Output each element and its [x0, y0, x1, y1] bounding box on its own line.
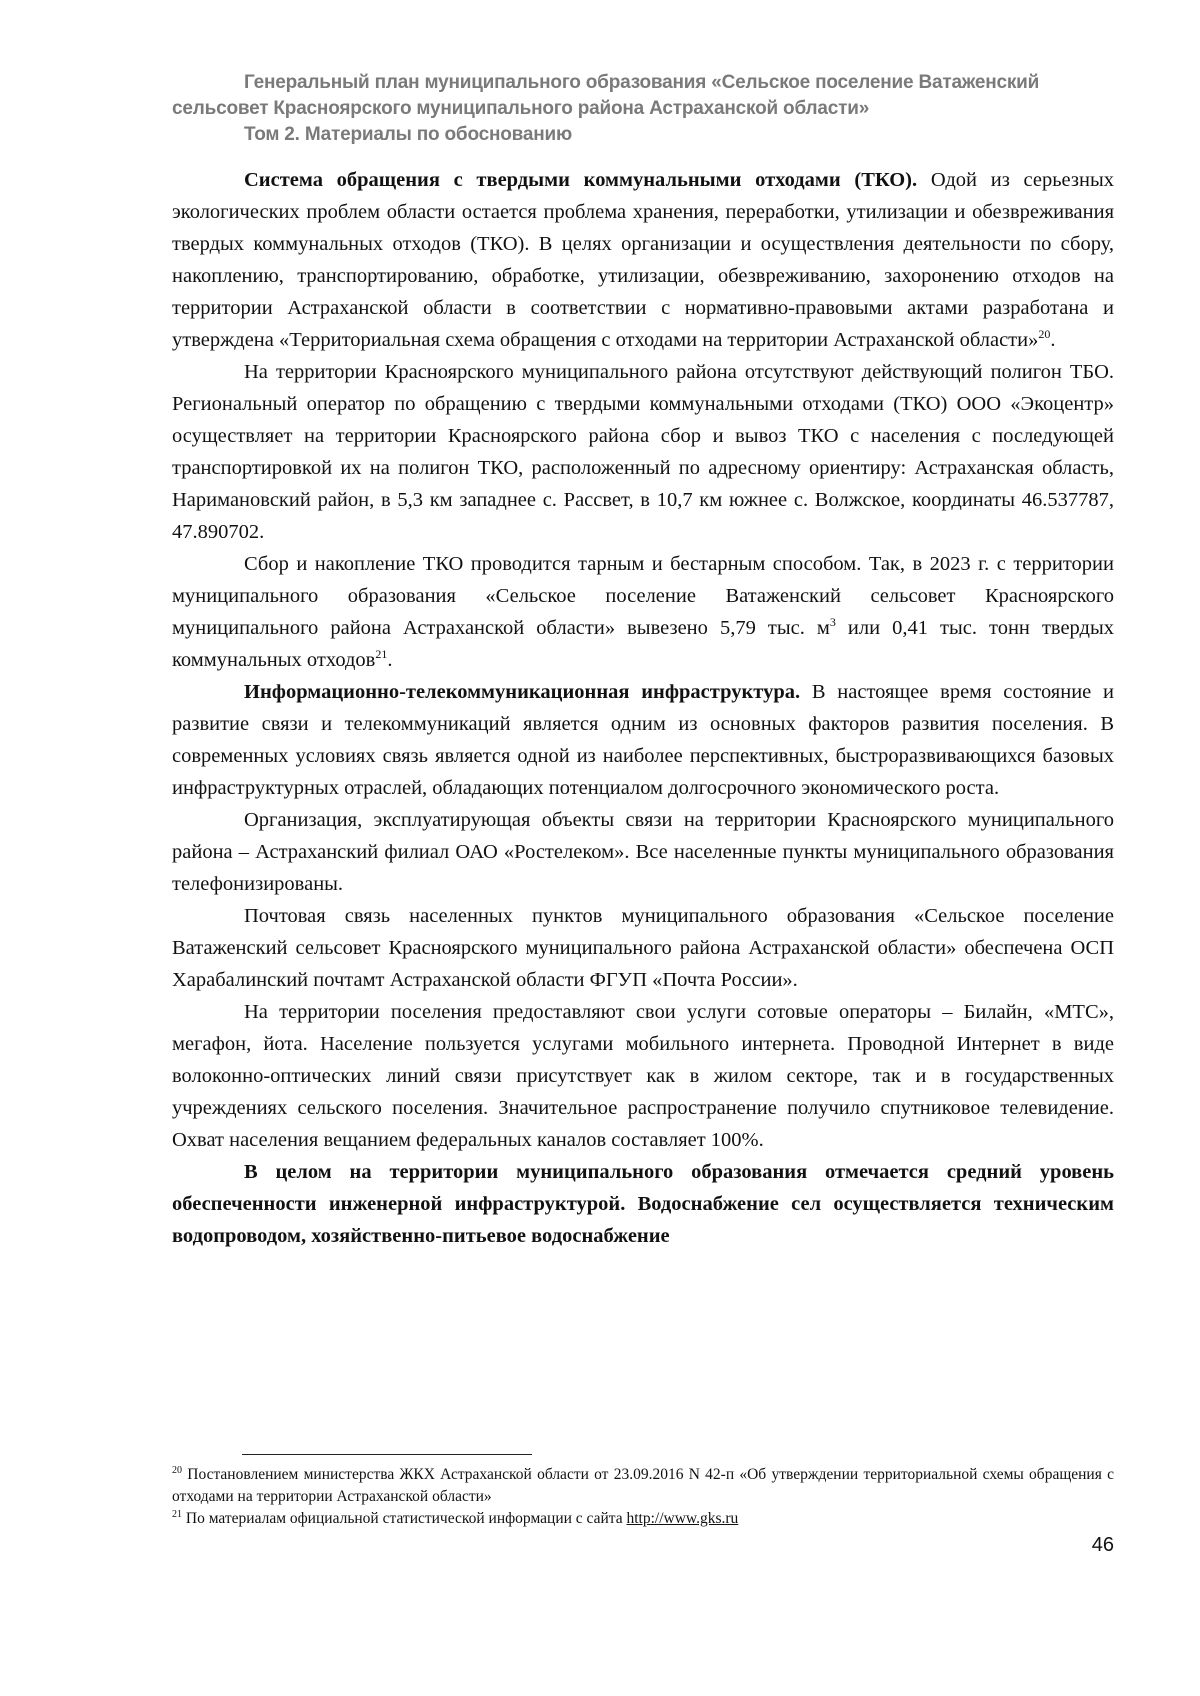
heading-waste-system: Система обращения с твердыми коммунальными отходами (ТКО).	[244, 169, 918, 191]
paragraph-text: Сбор и накопление ТКО проводится тарным и бестарным способом. Так, в 2023 г. с территории муниципального образования «Сельское поселение Ватаженский сельсовет Красноярского муниципального района Астраханской области» вывезено 5,79 тыс. м	[172, 553, 1114, 639]
footnote-ref-21[interactable]: 21	[375, 647, 388, 662]
footnote-20	[172, 1464, 1114, 1508]
heading-telecom: Информационно-телекоммуникационная инфраструктура.	[244, 681, 801, 703]
document-body	[172, 164, 1114, 1252]
gks-link[interactable]: http://www.gks.ru	[626, 1510, 739, 1527]
header-line-3: Том 2. Материалы по обоснованию	[244, 124, 573, 145]
footnote-21	[172, 1508, 1114, 1530]
paragraph-summary: В целом на территории муниципального образования отмечается средний уровень обеспеченности инженерной инфраструктурой. Водоснабжение сел осуществляется техническим водопроводом, хозяйственно-питьевое водоснабжение	[172, 1161, 1114, 1247]
footnote-separator	[242, 1454, 532, 1455]
running-header	[172, 70, 1114, 148]
page-number: 46	[1091, 1534, 1114, 1556]
paragraph-text: или 0,41 тыс. тонн твердых коммунальных отходов	[172, 617, 1114, 671]
footnotes	[172, 1464, 1114, 1530]
superscript-cubic: 3	[829, 615, 836, 630]
footnote-ref-20[interactable]: 20	[1038, 327, 1051, 342]
paragraph-telecom	[172, 676, 1114, 804]
paragraph-waste-system	[172, 164, 1114, 356]
footnote-number: 20	[172, 1464, 182, 1476]
paragraph-text: Одой из серьезных экологических проблем области остается проблема хранения, переработки, утилизации и обезвреживания твердых коммунальных отходов (ТКО). В целях организации и осуществления деятельности по сбору, накоплению, транспортированию, обработке, утилизации, обезвреживанию, захоронению отходов на территории Астраханской области в соответствии с нормативно-правовыми актами разработана и утверждена «Территориальная схема обращения с отходами на территории Астраханской области»	[172, 169, 1114, 351]
paragraph-rostelecom: Организация, эксплуатирующая объекты связи на территории Красноярского муниципального района – Астраханский филиал ОАО «Ростелеком». Все населенные пункты муниципального образования телефонизированы.	[172, 809, 1114, 895]
paragraph-landfill: На территории Красноярского муниципального района отсутствуют действующий полигон ТБО. Региональный оператор по обращению с твердыми коммунальными отходами (ТКО) ООО «Экоцентр» осуществляет на территории Красноярского района сбор и вывоз ТКО с населения с последующей транспортировкой их на полигон ТКО, расположенный по адресному ориентиру: Астраханская область, Наримановский район, в 5,3 км западнее с. Рассвет, в 10,7 км южнее с. Волжское, координаты 46.537787, 47.890702.	[172, 361, 1114, 543]
header-line-1: Генеральный план муниципального образования «Сельское поселение Ватаженский	[244, 72, 1040, 93]
footnote-text: По материалам официальной статистической информации с сайта	[182, 1510, 627, 1527]
paragraph-collection	[172, 548, 1114, 676]
footnote-number: 21	[172, 1508, 182, 1520]
header-line-2: сельсовет Красноярского муниципального района Астраханской области»	[172, 98, 870, 119]
paragraph-text: В настоящее время состояние и развитие связи и телекоммуникаций является одним из основных факторов развития поселения. В современных условиях связь является одной из наиболее перспективных, быстроразвивающихся базовых инфраструктурных отраслей, обладающих потенциалом долгосрочного экономического роста.	[172, 681, 1114, 799]
paragraph-post: Почтовая связь населенных пунктов муниципального образования «Сельское поселение Ватаженский сельсовет Красноярского муниципального района Астраханской области» обеспечена ОСП Харабалинский почтамт Астраханской области ФГУП «Почта России».	[172, 905, 1114, 991]
paragraph-end: .	[1050, 329, 1056, 351]
paragraph-mobile: На территории поселения предоставляют свои услуги сотовые операторы – Билайн, «МТС», мегафон, йота. Население пользуется услугами мобильного интернета. Проводной Интернет в виде волоконно-оптических линий связи присутствует как в жилом секторе, так и в государственных учреждениях сельского поселения. Значительное распространение получило спутниковое телевидение. Охват населения вещанием федеральных каналов составляет 100%.	[172, 1001, 1114, 1151]
paragraph-end: .	[387, 649, 393, 671]
footnote-text: Постановлением министерства ЖКХ Астраханской области от 23.09.2016 N 42-п «Об утверждении территориальной схемы обращения с отходами на территории Астраханской области»	[172, 1466, 1114, 1505]
